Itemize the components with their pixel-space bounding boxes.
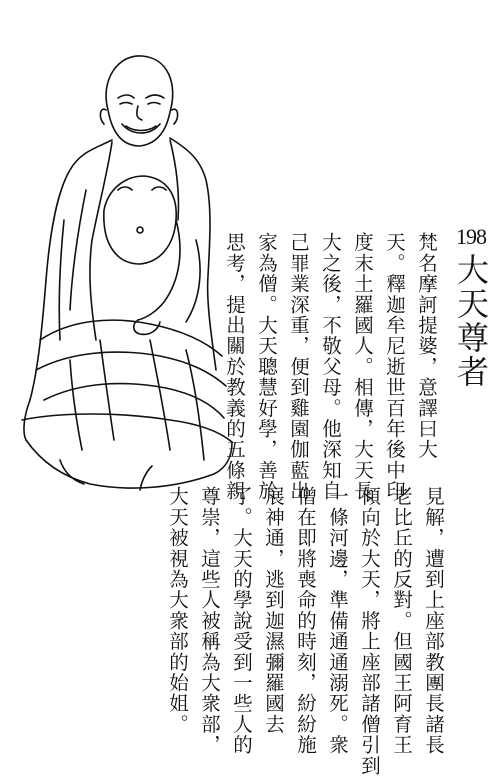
body-text-upper: 梵名摩訶提婆，意譯曰大 天。釋迦牟尼逝世百年後中印 度末土羅國人。相傳，大天長 大之後，不敬父母。他深知自 己罪業深重，便到雞園伽藍出 家為僧。大天聰慧好學，善於 思考，提出關於教義的五條親 bbox=[222, 232, 436, 502]
arhat-illustration bbox=[0, 40, 240, 520]
body-text-lower: 見解，遭到上座部教團長諸長 老比丘的反對。但國王阿育王 傾向於大天，將上座部諸僧引到 一條河邊，準備通通溺死。衆 僧在即將喪命的時刻，紛紛施 展神通，逃到迦濕彌羅國去 了。大天的學說受到一些人的 尊崇，這些人被稱為大衆部， 大天被視為大衆部的始姐。 bbox=[165, 486, 443, 776]
entry-number: 198 bbox=[456, 224, 486, 249]
entry-heading bbox=[450, 225, 492, 389]
entry-title: 大天尊者 bbox=[452, 253, 490, 389]
